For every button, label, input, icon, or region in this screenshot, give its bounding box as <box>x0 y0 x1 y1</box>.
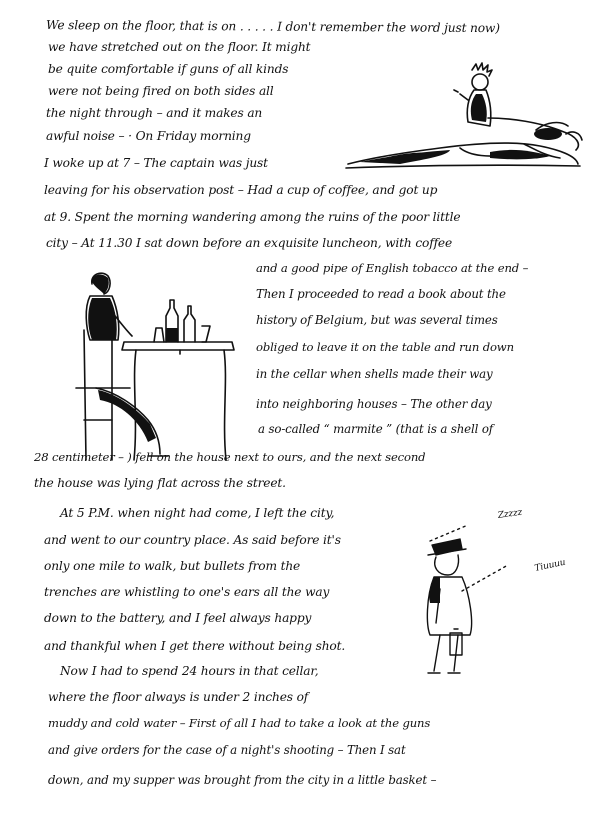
letter-line: in the cellar when shells made their way <box>256 367 493 381</box>
letter-line: down to the battery, and I feel always happy <box>44 611 312 625</box>
letter-line: city – At 11.30 I sat down before an exquisite luncheon, with coffee <box>46 236 453 250</box>
walking-officer-sketch <box>410 505 600 685</box>
bullet-sound-label: Tiuuuu <box>533 557 567 574</box>
letter-line: awful noise – · On Friday morning <box>46 129 251 143</box>
letter-line: the house was lying flat across the street. <box>34 476 286 490</box>
letter-line: and thankful when I get there without being shot. <box>44 639 346 653</box>
letter-line: We sleep on the floor, that is on . . . . . I don't remember the word just now) <box>45 18 500 36</box>
letter-line: At 5 P.M. when night had come, I left the city, <box>60 506 335 520</box>
letter-line: Now I had to spend 24 hours in that cellar, <box>60 664 319 678</box>
letter-line: and a good pipe of English tobacco at the end – <box>256 261 529 275</box>
letter-line: history of Belgium, but was several times <box>256 313 498 327</box>
letter-line: into neighboring houses – The other day <box>256 397 492 411</box>
letter-line: muddy and cold water – First of all I had to take a look at the guns <box>48 716 431 730</box>
letter-line: obliged to leave it on the table and run down <box>256 340 514 354</box>
letter-line: were not being fired on both sides all <box>48 84 274 98</box>
letter-line: at 9. Spent the morning wandering among the ruins of the poor little <box>44 210 461 224</box>
letter-line: where the floor always is under 2 inches of <box>48 690 309 704</box>
letter-line: trenches are whistling to one's ears all the way <box>44 585 330 599</box>
letter-line: down, and my supper was brought from the city in a little basket – <box>48 773 437 787</box>
bullet-sound-label: Zzzzz <box>497 507 523 521</box>
letter-line: I woke up at 7 – The captain was just <box>44 156 268 170</box>
letter-line: a so-called “ marmite ” (that is a shell of <box>258 422 494 436</box>
letter-line: the night through – and it makes an <box>46 106 263 120</box>
sleeping-men-sketch <box>340 60 590 175</box>
letter-line: be quite comfortable if guns of all kinds <box>48 62 289 76</box>
man-at-table-sketch <box>56 270 246 470</box>
letter-line: only one mile to walk, but bullets from the <box>44 559 301 573</box>
letter-line: and went to our country place. As said before it's <box>44 533 341 547</box>
letter-line: and give orders for the case of a night's shooting – Then I sat <box>48 743 406 757</box>
letter-line: Then I proceeded to read a book about the <box>256 287 506 301</box>
letter-line: leaving for his observation post – Had a cup of coffee, and got up <box>44 183 438 197</box>
letter-line: 28 centimeter – ) fell on the house next to ours, and the next second <box>34 450 426 464</box>
letter-line: we have stretched out on the floor. It might <box>48 40 311 54</box>
